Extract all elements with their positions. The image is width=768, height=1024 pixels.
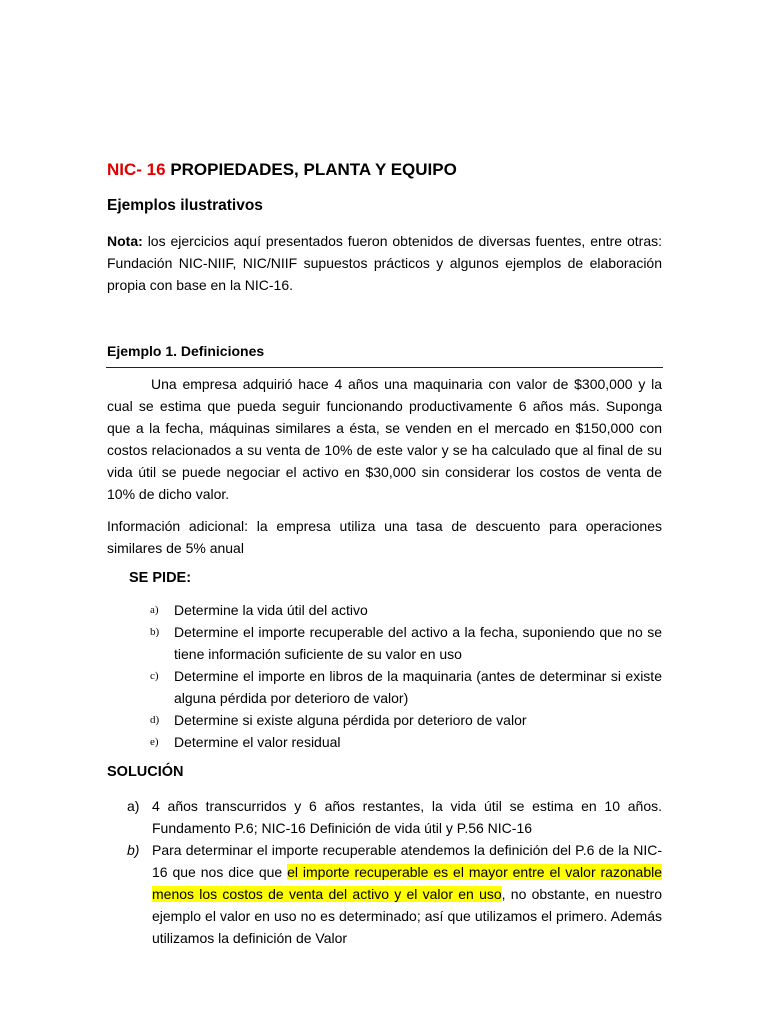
list-item [150, 599, 662, 621]
solution-b-text-after: , no obstante, en nuestro ejemplo el valor en uso no es determinado; así que utilizamos el primero. Además utilizamos la definición de Valor [152, 886, 662, 946]
list-marker: c) [150, 670, 159, 682]
example-paragraph-2: Información adicional: la empresa utiliza una tasa de descuento para operaciones similares de 5% anual [107, 518, 662, 556]
list-marker: b) [150, 626, 160, 638]
title-code: NIC- 16 [107, 160, 166, 179]
solution-a-text: 4 años transcurridos y 6 años restantes, la vida útil se estima en 10 años. Fundamento P.6; NIC-16 Definición de vida útil y P.56 NIC-16 [152, 798, 662, 836]
solution-list [127, 795, 662, 949]
list-marker: a) [127, 798, 140, 814]
note-paragraph [107, 230, 662, 296]
requirements-heading: SE PIDE: [129, 570, 192, 586]
list-item [150, 621, 662, 665]
list-item-text: Determine si existe alguna pérdida por deterioro de valor [174, 712, 527, 728]
example-heading: Ejemplo 1. Definiciones [107, 343, 265, 359]
list-marker: b) [127, 842, 140, 858]
list-item [150, 731, 662, 753]
solution-b-text-before: Para determinar el importe recuperable atendemos la definición del P.6 de la NIC-16 que nos dice que [152, 842, 662, 880]
list-item-text: Determine el importe en libros de la maquinaria (antes de determinar si existe alguna pérdida por deterioro de valor) [174, 668, 662, 706]
solution-item-b [127, 839, 662, 949]
list-item-text: Determine el valor residual [174, 734, 341, 750]
solution-item-a [127, 795, 662, 839]
highlighted-definition: el importe recuperable es el mayor entre el valor razonable menos los costos de venta del activo y el valor en uso [152, 864, 662, 902]
requirements-list [150, 599, 662, 753]
example-paragraph-1: Una empresa adquirió hace 4 años una maquinaria con valor de $300,000 y la cual se estima que pueda seguir funcionando productivamente 6 años más. Suponga que a la fecha, máquinas similares a ésta, se venden en el mercado en $150,000 con costos relacionados a su venta de 10% de este valor y se ha calculado que al final de su vida útil se puede negociar el activo en $30,000 sin considerar los costos de venta de 10% de dicho valor. [107, 376, 662, 502]
heading-divider [106, 367, 663, 368]
solution-heading: SOLUCIÓN [107, 764, 184, 780]
note-text: los ejercicios aquí presentados fueron obtenidos de diversas fuentes, entre otras: Fundación NIC-NIIF, NIC/NIIF supuestos prácticos y algunos ejemplos de elaboración propia con base en la NIC-16. [107, 233, 663, 293]
document-title [107, 160, 457, 180]
section-subtitle: Ejemplos ilustrativos [107, 197, 263, 214]
list-item-text: Determine la vida útil del activo [174, 602, 368, 618]
list-marker: a) [150, 604, 159, 616]
title-name: PROPIEDADES, PLANTA Y EQUIPO [170, 160, 457, 179]
list-marker: d) [150, 714, 160, 726]
list-item-text: Determine el importe recuperable del activo a la fecha, suponiendo que no se tiene información suficiente de su valor en uso [174, 624, 662, 662]
list-item [150, 665, 662, 709]
note-label: Nota: [107, 233, 143, 249]
list-marker: e) [150, 736, 159, 748]
list-item [150, 709, 662, 731]
